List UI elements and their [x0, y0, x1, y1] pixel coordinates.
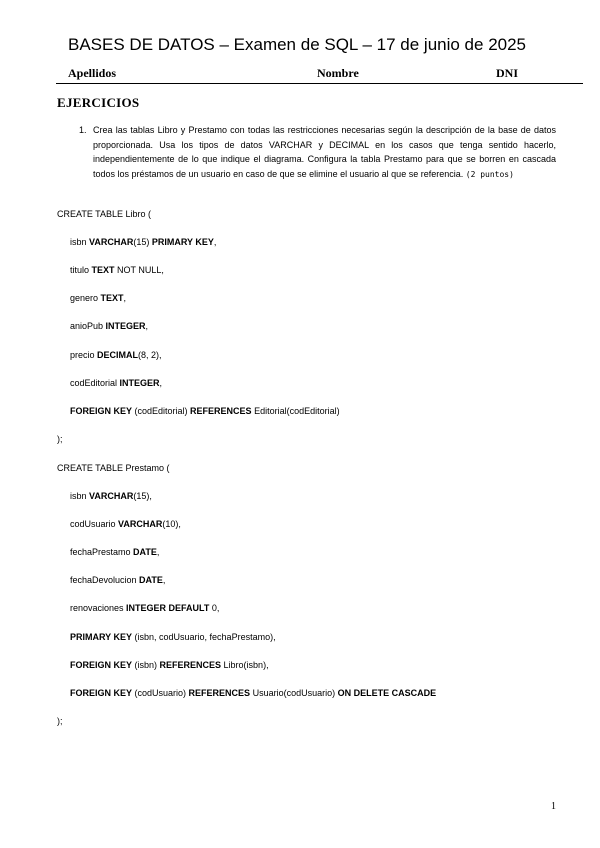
sql-text: (8, 2),: [138, 350, 162, 360]
sql-keyword: REFERENCES: [190, 406, 252, 416]
field-dni-label: DNI: [496, 66, 519, 80]
sql-keyword: DECIMAL: [97, 350, 139, 360]
code-line: [57, 209, 151, 219]
sql-text: Libro(isbn),: [221, 660, 269, 670]
sql-text: ,: [123, 293, 127, 303]
sql-text: codUsuario: [70, 519, 119, 529]
sql-text: (15): [133, 237, 152, 247]
sql-text: (isbn, codUsuario, fechaPrestamo),: [132, 632, 276, 642]
sql-text: (isbn): [132, 660, 160, 670]
sql-keyword: FOREIGN KEY: [70, 688, 133, 698]
sql-keyword: TEXT: [91, 265, 115, 275]
sql-keyword: REFERENCES: [188, 688, 251, 698]
sql-text: );: [57, 434, 63, 444]
exercise-points: (2 puntos): [465, 169, 514, 179]
sql-text: );: [57, 716, 63, 726]
sql-text: CREATE TABLE Libro (: [57, 209, 152, 219]
sql-keyword: ON DELETE CASCADE: [337, 688, 437, 698]
sql-text: renovaciones: [70, 603, 127, 613]
sql-keyword: INTEGER: [105, 321, 146, 331]
sql-text: (15),: [133, 491, 152, 501]
exercise-text: [93, 123, 556, 182]
sql-text: ,: [159, 378, 163, 388]
sql-text: fechaPrestamo: [70, 547, 134, 557]
header-divider: [56, 83, 583, 84]
sql-keyword: PRIMARY KEY: [151, 237, 214, 247]
section-title: EJERCICIOS: [57, 95, 140, 110]
sql-text: 0,: [209, 603, 220, 613]
code-line: [70, 265, 164, 275]
sql-text: NOT NULL,: [114, 265, 164, 275]
sql-keyword: DATE: [133, 547, 157, 557]
sql-text: codEditorial: [70, 378, 120, 388]
sql-keyword: INTEGER DEFAULT: [126, 603, 210, 613]
sql-keyword: VARCHAR: [89, 237, 134, 247]
sql-keyword: VARCHAR: [89, 491, 134, 501]
sql-keyword: VARCHAR: [118, 519, 163, 529]
sql-keyword: FOREIGN KEY: [70, 406, 133, 416]
code-line: [70, 575, 165, 585]
sql-text: fechaDevolucion: [70, 575, 140, 585]
exercise-number: 1.: [79, 125, 87, 135]
sql-text: Usuario(codUsuario): [250, 688, 338, 698]
exercise-statement: Crea las tablas Libro y Prestamo con todas las restricciones necesarias según la descripción de la base de datos proporcionada. Usa los tipos de datos VARCHAR y DECIMAL en los casos que tenga sentido hacerlo, independientemente de lo que indique el diagrama. Configura la tabla Prestamo para que se borren en cascada todos los préstamos de un usuario en caso de que se elimine el usuario al que se referencia.: [93, 125, 556, 179]
code-line: [57, 716, 63, 726]
sql-text: ,: [145, 321, 149, 331]
code-line: [70, 293, 126, 303]
code-line: [70, 603, 219, 613]
sql-keyword: REFERENCES: [159, 660, 222, 670]
code-line: [70, 406, 340, 416]
sql-text: isbn: [70, 237, 90, 247]
field-apellidos-label: Apellidos: [68, 66, 117, 80]
sql-text: genero: [70, 293, 101, 303]
code-line: [70, 632, 276, 642]
sql-text: precio: [70, 350, 98, 360]
code-line: [70, 547, 159, 557]
sql-keyword: FOREIGN KEY: [70, 660, 133, 670]
code-line: [70, 237, 216, 247]
sql-text: (codUsuario): [132, 688, 189, 698]
page-title: BASES DE DATOS – Examen de SQL – 17 de junio de 2025: [68, 35, 527, 54]
sql-text: isbn: [70, 491, 90, 501]
code-line: [70, 491, 152, 501]
sql-text: ,: [156, 547, 160, 557]
field-nombre-label: Nombre: [317, 66, 359, 80]
code-line: [57, 463, 170, 473]
sql-keyword: PRIMARY KEY: [70, 632, 133, 642]
sql-text: CREATE TABLE Prestamo (: [57, 463, 170, 473]
sql-text: (codEditorial): [132, 406, 191, 416]
sql-keyword: INTEGER: [119, 378, 160, 388]
sql-text: ,: [162, 575, 166, 585]
sql-text: (10),: [162, 519, 181, 529]
code-line: [70, 321, 148, 331]
sql-keyword: DATE: [139, 575, 163, 585]
code-line: [70, 378, 162, 388]
code-line: [70, 350, 162, 360]
code-line: [70, 519, 181, 529]
sql-text: anioPub: [70, 321, 106, 331]
page-number: 1: [551, 801, 556, 812]
sql-keyword: TEXT: [100, 293, 124, 303]
code-line: [57, 434, 63, 444]
code-line: [70, 660, 269, 670]
sql-text: Editorial(codEditorial): [251, 406, 340, 416]
code-line: [70, 688, 436, 698]
sql-text: titulo: [70, 265, 92, 275]
sql-text: ,: [213, 237, 217, 247]
